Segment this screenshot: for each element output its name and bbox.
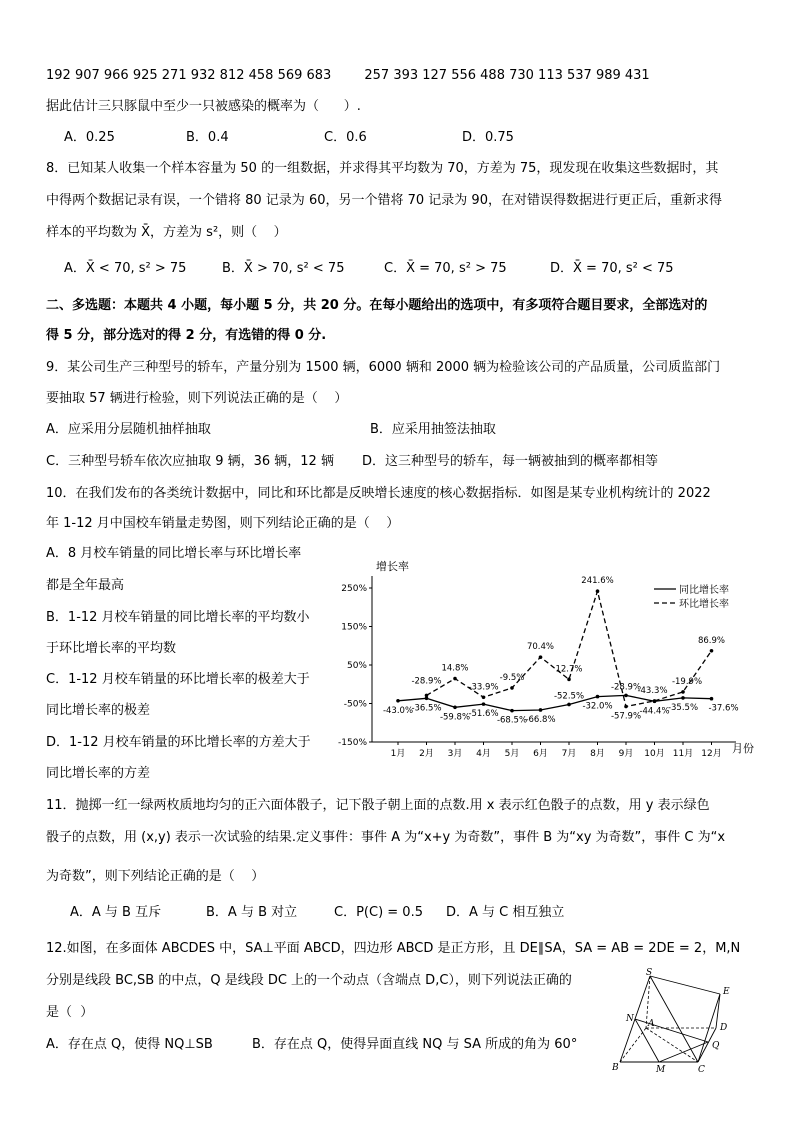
x-tick-label: 12月: [701, 749, 722, 759]
q9-option-b: B．应采用抽签法抽取: [370, 422, 496, 437]
label-c: C: [698, 1065, 705, 1075]
q7-option-b: B．0.4: [186, 130, 229, 145]
section2-heading-line1: 二、多选题：本题共 4 小题，每小题 5 分，共 20 分。在每小题给出的选项中，有多项符合题目要求，全部选对的: [46, 298, 708, 313]
series-mom-data-label: -19.9%: [671, 676, 703, 687]
series-mom-point: [539, 655, 543, 659]
chart-x-axis-label: 月份: [732, 742, 754, 755]
series-mom-point: [596, 589, 600, 593]
q9-option-d: D．这三种型号的轿车，每一辆被抽到的概率都相等: [362, 454, 659, 469]
q7-stem: 据此估计三只豚鼠中至少一只被感染的概率为（ ）.: [46, 99, 361, 114]
label-m: M: [656, 1065, 666, 1075]
series-yoy-point: [539, 708, 543, 712]
x-tick-label: 3月: [447, 749, 463, 759]
q10-option-c-line1: C．1-12 月校车销量的环比增长率的极差大于: [46, 672, 310, 687]
x-tick-label: 10月: [644, 749, 665, 759]
edge-ab-hidden: [620, 1028, 646, 1062]
x-tick-label: 9月: [618, 749, 634, 759]
q7-option-d: D．0.75: [462, 130, 514, 145]
series-mom-data-label: 241.6%: [581, 576, 614, 587]
x-tick-label: 1月: [390, 749, 406, 759]
series-yoy-point: [567, 703, 571, 707]
series-yoy-data-label: -68.5%: [496, 715, 528, 726]
series-mom-data-label: -28.9%: [411, 676, 442, 687]
label-n: N: [626, 1014, 634, 1024]
series-yoy-point: [482, 702, 486, 706]
series-mom-data-label: 12.7%: [555, 664, 583, 675]
label-d: D: [720, 1023, 728, 1033]
y-tick-label: -150%: [338, 738, 367, 748]
x-tick-label: 8月: [590, 749, 605, 759]
q11-option-a: A．A 与 B 互斥: [70, 905, 162, 920]
series-mom-data-label: -57.9%: [610, 711, 642, 722]
q12-option-a: A．存在点 Q，使得 NQ⊥SB: [46, 1037, 213, 1052]
q9-option-c: C．三种型号轿车依次应抽取 9 辆，36 辆，12 辆: [46, 454, 334, 469]
q10-option-b-line1: B．1-12 月校车销量的同比增长率的平均数小: [46, 610, 310, 625]
school-bus-sales-growth-chart: [336, 556, 776, 788]
legend-mom-label: 环比增长率: [679, 599, 729, 610]
label-s: S: [646, 968, 653, 978]
q10-option-d-line2: 同比增长率的方差: [46, 766, 151, 781]
edge-se: [650, 976, 720, 994]
series-mom-point: [653, 699, 657, 703]
series-yoy-data-label: -37.6%: [708, 703, 739, 714]
x-tick-label: 6月: [533, 749, 548, 759]
x-tick-label: 11月: [672, 749, 694, 759]
series-mom-data-label: 86.9%: [697, 635, 726, 646]
q8-stem-line1: 8．已知某人收集一个样本容量为 50 的一组数据，并求得其平均数为 70，方差为 75，现发现在收集这些数据时，其: [46, 161, 719, 176]
series-yoy-point: [396, 699, 400, 703]
q12-stem-line1: 12.如图，在多面体 ABCDES 中，SA⊥平面 ABCD，四边形 ABCD 是正方形，且 DE∥SA，SA = AB = 2DE = 2，M,N: [46, 941, 741, 956]
chart-y-axis-label: 增长率: [376, 560, 409, 573]
series-yoy-point: [453, 705, 457, 709]
series-yoy-point: [596, 695, 600, 699]
q12-stem-line3: 是（ ）: [46, 1005, 94, 1020]
q11-stem-line3: 为奇数”，则下列结论正确的是（ ）: [46, 869, 265, 884]
series-yoy-data-label: -59.8%: [439, 712, 471, 723]
q11-option-d: D．A 与 C 相互独立: [446, 905, 565, 920]
legend-yoy-label: 同比增长率: [679, 585, 729, 596]
series-yoy-point: [681, 696, 685, 700]
y-tick-label: 50%: [346, 661, 367, 671]
series-mom-point: [453, 677, 457, 681]
y-tick-label: 150%: [341, 622, 367, 633]
q8-option-b: B．X̄ > 70, s² < 75: [222, 261, 345, 276]
q9-stem-line2: 要抽取 57 辆进行检验，则下列说法正确的是（ ）: [46, 391, 348, 406]
q8-option-c: C．X̄ = 70, s² > 75: [384, 261, 507, 276]
q11-option-c: C．P(C) = 0.5: [334, 905, 423, 920]
series-yoy-point: [510, 709, 514, 713]
q10-option-d-line1: D．1-12 月校车销量的环比增长率的方差大于: [46, 735, 311, 750]
series-yoy-data-label: -43.0%: [382, 705, 414, 716]
series-yoy-data-label: -52.5%: [553, 691, 585, 702]
x-tick-label: 7月: [561, 749, 577, 759]
series-mom-point: [624, 705, 628, 709]
q10-stem-line1: 10．在我们发布的各类统计数据中，同比和环比都是反映增长速度的核心数据指标．如图是某专业机构统计的 2022: [46, 486, 711, 501]
q10-option-a-line2: 都是全年最高: [46, 578, 125, 593]
series-mom-data-label: -9.5%: [499, 672, 525, 683]
y-tick-label: -50%: [343, 699, 367, 710]
q11-stem-line2: 骰子的点数，用 (x,y) 表示一次试验的结果.定义事件：事件 A 为“x+y 为奇数”，事件 B 为“xy 为奇数”，事件 C 为“x: [46, 830, 726, 845]
series-yoy-data-label: -51.6%: [468, 709, 499, 720]
x-tick-label: 2月: [419, 749, 434, 759]
label-b: B: [612, 1063, 619, 1073]
label-a: A: [648, 1019, 655, 1029]
q10-stem-line2: 年 1-12 月中国校车销量走势图，则下列结论正确的是（ ）: [46, 516, 400, 531]
label-q: Q: [712, 1041, 720, 1051]
series-yoy-point: [624, 694, 628, 698]
series-yoy-data-label: -35.5%: [667, 702, 699, 713]
q8-stem-line2: 中得两个数据记录有误，一个错将 80 记录为 60，另一个错将 70 记录为 90，在对错误得数据进行更正后，重新求得: [46, 193, 722, 208]
q7-option-c: C．0.6: [324, 130, 367, 145]
y-tick-label: 250%: [341, 584, 367, 594]
series-mom-point: [510, 686, 514, 690]
series-yoy-data-label: -32.0%: [582, 701, 613, 712]
series-mom-data-label: -33.9%: [468, 682, 499, 693]
segment-mq: [659, 1042, 708, 1062]
q10-option-a-line1: A．8 月校车销量的同比增长率与环比增长率: [46, 546, 302, 561]
polyhedron-figure: [612, 968, 772, 1078]
q11-stem-line1: 11．抛掷一红一绿两枚质地均匀的正六面体骰子，记下骰子朝上面的点数.用 x 表示红色骰子的点数，用 y 表示绿色: [46, 798, 710, 813]
q12-stem-line2: 分别是线段 BC,SB 的中点，Q 是线段 DC 上的一个动点（含端点 D,C），则下列说法正确的: [46, 973, 572, 988]
series-yoy-point: [710, 697, 714, 701]
series-yoy-data-label: -36.5%: [411, 703, 442, 714]
series-yoy-data-label: -44.4%: [639, 706, 670, 717]
label-e: E: [723, 987, 730, 997]
series-mom-data-label: 14.8%: [441, 663, 469, 674]
q8-option-d: D．X̄ = 70, s² < 75: [550, 261, 674, 276]
q10-option-b-line2: 于环比增长率的平均数: [46, 641, 177, 656]
series-yoy-data-label: -66.8%: [525, 714, 556, 725]
x-tick-label: 5月: [504, 749, 520, 759]
series-mom-point: [710, 649, 714, 653]
section2-heading-line2: 得 5 分，部分选对的得 2 分，有选错的得 0 分.: [46, 328, 327, 343]
series-mom-point: [567, 678, 571, 682]
series-yoy-data-label: -28.9%: [610, 682, 642, 693]
q9-stem-line1: 9．某公司生产三种型号的轿车，产量分别为 1500 辆，6000 辆和 2000 辆为检验该公司的产品质量，公司质监部门: [46, 360, 721, 375]
series-mom-point: [425, 694, 429, 698]
q9-option-a: A．应采用分层随机抽样抽取: [46, 422, 211, 437]
q10-option-c-line2: 同比增长率的极差: [46, 703, 151, 718]
q11-option-b: B．A 与 B 对立: [206, 905, 298, 920]
series-mom-data-label: 70.4%: [526, 642, 555, 653]
x-tick-label: 4月: [476, 749, 491, 759]
series-mom-point: [681, 690, 685, 694]
q8-option-a: A．X̄ < 70, s² > 75: [64, 261, 187, 276]
series-mom-point: [482, 696, 486, 700]
random-number-table: 192 907 966 925 271 932 812 458 569 683 257 393 127 556 488 730 113 537 989 431: [46, 68, 650, 83]
q8-stem-line3: 样本的平均数为 X̄，方差为 s²，则（ ）: [46, 225, 287, 240]
series-mom-data-label: -43.3%: [637, 685, 668, 696]
q7-option-a: A．0.25: [64, 130, 115, 145]
q12-option-b: B．存在点 Q，使得异面直线 NQ 与 SA 所成的角为 60°: [252, 1037, 578, 1052]
